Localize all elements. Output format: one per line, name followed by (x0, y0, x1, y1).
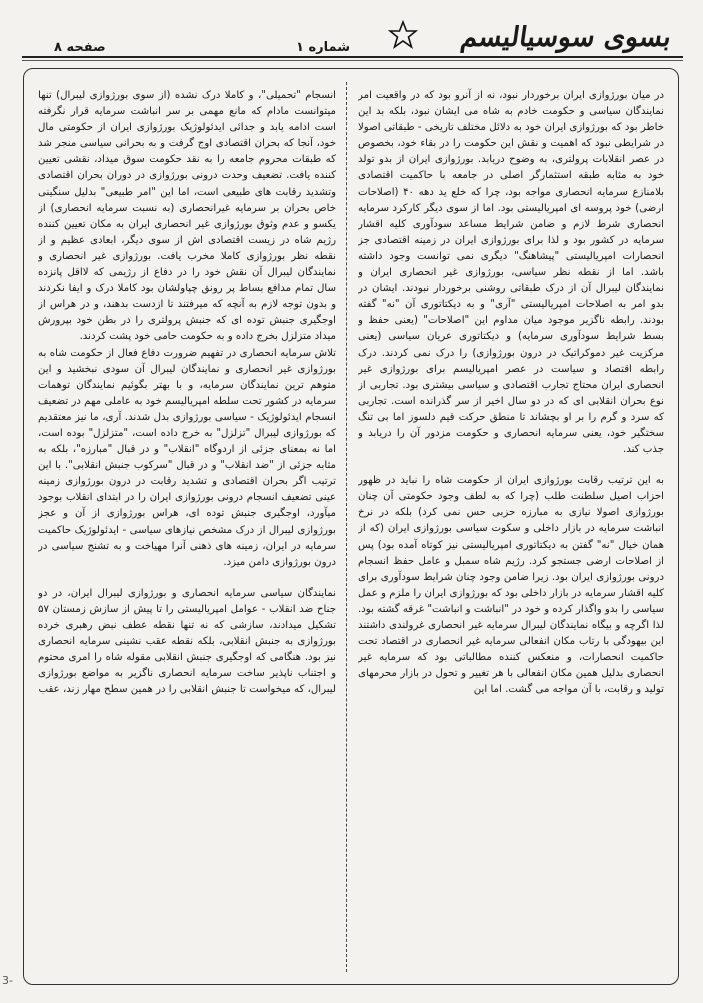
paragraph: تلاش سرمایه انحصاری در تفهیم ضرورت دفاع فعال از حکومت شاه به بورژوازی غیر انحصاری و نمایندگان لیبرال آن سودی نبخشید و این متوهم ترین نمایندگان سرمایه، و با بهتر بگوئیم نمایندگان توهمات سرمایه در کشور تحت سلطه امپریالیسم خود به عاملی مهم در تضعیف انسجام ایدئولوژیک - سیاسی بورژوازی بدل شدند. آری، ما نیز معتقدیم که بورژوازی لیبرال "تزلزل" به خرج داده است، "متزلزل" بوده است، اما نه بمعنای جزئی از اردوگاه "انقلاب" و در قبال "مبارزه"، بلکه به مثابه جزئی از "ضد انقلاب" و در قبال "سرکوب جنبش انقلابی". با این ترتیب اگر بحران اقتصادی و تشدید رقابت در درون بورژوازی زمینه عینی تضعیف انسجام درونی بورژوازی ایران را در ابتدای انقلاب بوجود میآورد، اوجگیری جنبش توده ای، هراس بورژوازی از آن و عجز بورژوازی لیبرال از درک مشخص نیازهای سیاسی - ایدئولوژیک حاکمیت سرمایه در ایران، زمینه های ذهنی آنرا مهیاخت و به تشنج سیاسی در درون بورژوازی دامن میزد. (38, 347, 336, 568)
right-column (358, 88, 664, 973)
header-rule-thin (22, 60, 683, 61)
column-divider (346, 82, 347, 972)
issue-number: شماره ۱ (296, 40, 351, 55)
margin-note: 3- (2, 974, 13, 987)
header-rule (22, 56, 683, 58)
paragraph: نمایندگان سیاسی سرمایه انحصاری و بورژوازی لیبرال ایران، در دو جناح ضد انقلاب - عوامل امپریالیستی را تا پیش از سازش زمستان ۵۷ تشکیل میدادند، سازشی که نه تنها نقطه عطف نبض رهبری خرده بورژوازی به جنبش انقلابی، بلکه نقطه عقب نشینی سرمایه انحصاری نیز بود. هنگامی که اوجگیری جنبش انقلابی مقوله شاه را امری محتوم و اجتناب ناپذیر ساخت سرمایه انحصاری ناگزیر به مواضع بورژوازی لیبرال، که میخواست تا جنبش انقلابی را در همین سطح مهار زند، عقب (38, 587, 336, 696)
newspaper-logo: بسوی سوسیالیسم (458, 22, 674, 53)
page-header (24, 18, 683, 66)
page-number: صفحه ۸ (54, 40, 106, 55)
paragraph: به این ترتیب رقابت بورژوازی ایران از حکومت شاه را نباید در ظهور احزاب اصیل سلطنت طلب (چرا که به لطف وجود حکومتی آن چنان بورژوازی اصولا نیازی به مبارزه حزبی حس نمی کرد) بلکه در نرخ انباشت سرمایه در بازار داخلی و سکوت سیاسی بورژوازی ایران (که از همان خیال "نه" گفتن به دیکتاتوری امپریالیستی نیز کوتاه آمده بود) پس از اصلاحات ارضی جستجو کرد. رژیم شاه سمبل و عامل حفظ انسجام درونی بورژوازی ایران بود. زیرا ضامن وجود چنان شرایط سودآوری برای کلیه اقشار سرمایه در بازار داخلی بود که بورژوازی ایران را ملزم و عمل سیاسی را بدو واگذار کرده و خود در "انباشت و انباشت" غرقه گشته بود. لذا اگرچه و بیگاه نمایندگان لیبرال سرمایه غیر انحصاری غرولندی داشتند این بیهودگی با رتاب مکان انفعالی سرمایه غیر انحصاری در اقتصاد تحت حاکمیت انحصارات، و منعکس کننده مطالباتی بود که سرمایه غیر انحصاری بدلیل همین مکان انفعالی با هر تغییر و تحول در بازار محرمهای تولید و رقابت، با آن مواجه می گشت. اما این (358, 475, 664, 696)
paragraph: انسجام "تحمیلی"، و کاملا درک نشده (از سوی بورژوازی لیبرال) تنها میتوانست مادام که مانع مهمی بر سر انباشت سرمایه قرار نگرفته است ادامه یابد و جدائی ایدئولوژیک بورژوازی ایران از حکومتی مال خود، آنجا که بحران اقتصادی اوج گرفت و به بحرانی سیاسی منجر شد که طبقات محروم جامعه را به نقد حکومت سوق میداد، نقشی تعیین کننده یافت. تضعیف وحدت درونی بورژوازی در دوران بحران اقتصادی وتشدید رقابت های طبیعی است، اما این "امر طبیعی" بدلیل سنگینی خاص بحران بر سرمایه غیرانحصاری (به نسبت سرمایه انحصاری) از یکسو و عدم وثوق بورژوازی غیر انحصاری ایران به مکان تعیین کننده رژیم شاه در زیست اقتصادی اش از سوی دیگر، ابعادی عظیم و از نقطه نظر بورژوازی کاملا مخرب یافت. بورژوازی غیر انحصاری و نمایندگان لیبرال آن نقش خود را در دفاع از رژیمی که لااقل پانزده سال تمام مدافع بساط پر رونق چپاولشان بود کاملا درک و ایفا نکردند و بدون توجه لازم به آنچه که میرفتند تا ازدست بدهند، و در هراس از اوجگیری جنبش توده ای که جنبش پرولتری را در بطن خود بپرورش میداد متزلزل بخرج داده و به حکومت حامی خود پشت کردند. (38, 90, 336, 343)
left-column (38, 88, 336, 973)
star-icon (388, 20, 418, 50)
paragraph: در میان بورژوازی ایران برخوردار نبود، نه از آنرو بود که در واقعیت امر نمایندگان سیاسی و حکومت خادم به شاه می ایشان نبود، بلکه بد این خاطر بود که بورژوازی ایران خود به دلائل مختلف تاریخی - طبقاتی اصولا در شرایطی نبود که اهمیت و نقش این حکومت را در بقاء خود، بخصوص در عصر انقلابات پرولتری، به وضوح دریابد. بورژوازی ایران از بدو تولد خود به مثابه طبقه استثمارگر اصلی در جامعه با حاکمیت اقتصادی بلامنازع سرمایه انحصاری مواجه بود، چرا که خلع ید دهه ۴۰ (اصلاحات ارضی) خود پروسه ای امپریالیستی بود. اما از سوی دیگر کارکرد سرمایه انحصاری شرط لازم و ضامن شرایط مساعد سودآوری کلیه اقشار سرمایه در کشور بود و لذا برای بورژوازی ایران در زمینه اقتصادی جز انحصارات امپریالیستی "پیشاهنگ" دیگری نمی توانست وجود داشته باشد. اما از نقطه نظر سیاسی، بورژوازی غیر انحصاری ایران و نمایندگان لیبرال آن از درک طبقاتی روشنی برخوردار نبودند. ایشان در بدو امر به اصلاحات امپریالیستی "آری" و به دیکتاتوری آن "نه" گفته بودند. رابطه ناگزیر موجود میان مداوم این "اصلاحات" (یعنی حفظ و بسط شرایط سودآوری سرمایه) و دیکتاتوری عریان سیاسی (یعنی مرکزیت غیر دموکراتیک در درون بورژوازی) را درک نمی کردند. درک رابطه اقتصاد و سیاست در عصر امپریالیسم برای بورژوازی غیر انحصاری ایران محتاج تجارب اقتصادی و سیاسی بیشتری بود. تجاربی از نوع بحران انقلابی ای که در دو سال اخیر از سر گذرانده است. تجاربی که سرد و گرم را بر او بچشاند تا منطق حرکت قیم دلسوز اما بی تنگ سختگیر خود، یعنی سرمایه انحصاری و حکومت مزدور آن را دریابد و جذب کند. (358, 90, 664, 456)
